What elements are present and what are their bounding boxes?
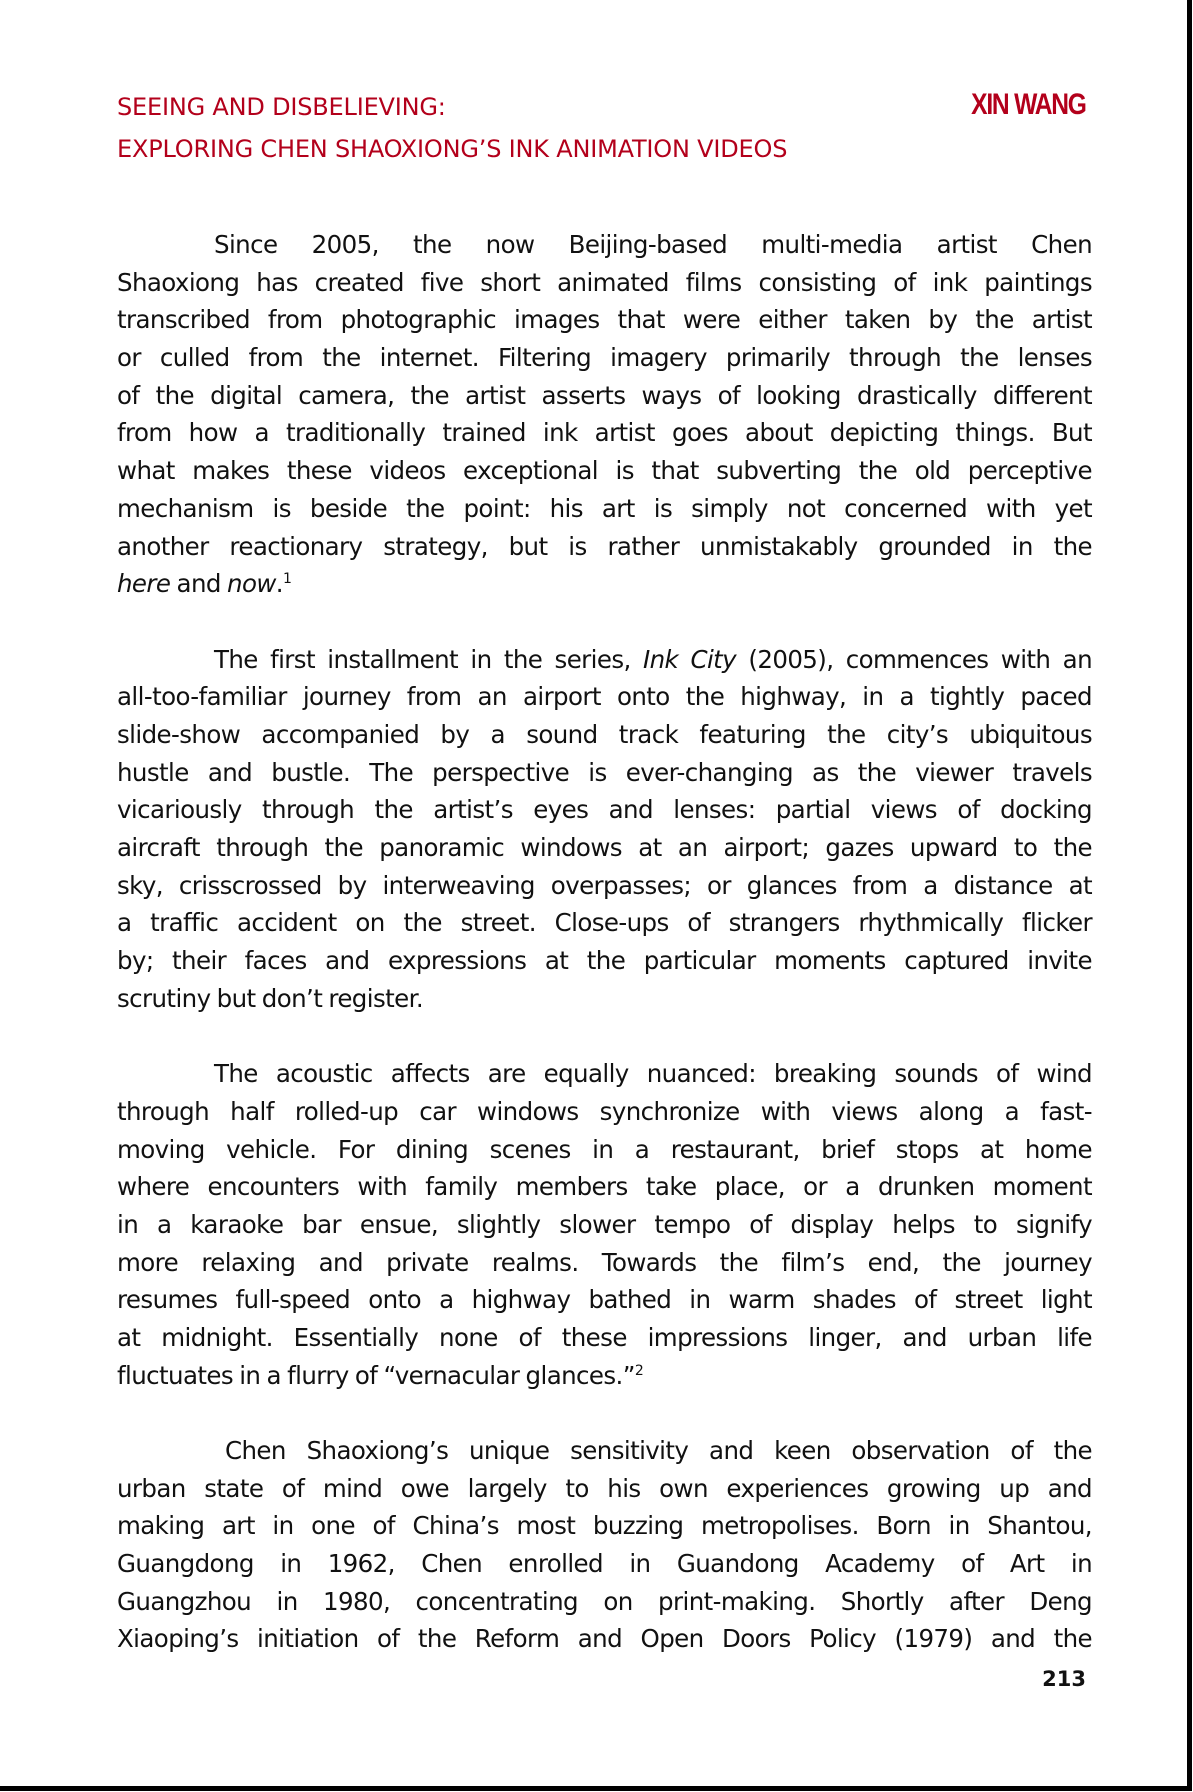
text-line [117, 565, 1092, 603]
text-fragment: and [170, 569, 228, 599]
page-number: 213 [1042, 1667, 1086, 1691]
text-line: mechanism is beside the point: his art is simply not concerned with yet [117, 493, 1092, 523]
text-line: through half rolled-up car windows synchronize with views along a fast- [117, 1096, 1092, 1126]
text-line: sky, crisscrossed by interweaving overpasses; or glances from a distance at [117, 870, 1092, 900]
text-line: moving vehicle. For dining scenes in a restaurant, brief stops at home [117, 1134, 1092, 1164]
text-fragment: (2005), commences with an [736, 644, 1092, 674]
paragraph-3 [117, 1055, 1092, 1394]
text-line: urban state of mind owe largely to his own experiences growing up and [117, 1473, 1092, 1503]
text-line [117, 641, 1092, 679]
text-line: resumes full-speed onto a highway bathed in warm shades of street light [117, 1285, 1092, 1315]
text-line: transcribed from photographic images that were either taken by the artist [117, 305, 1092, 335]
text-line: Since 2005, the now Beijing-based multi-media artist Chen [214, 230, 1092, 259]
footnote-marker-1[interactable]: 1 [283, 571, 292, 588]
text-line: a traffic accident on the street. Close-ups of strangers rhythmically flicker [117, 908, 1092, 938]
text-line: vicariously through the artist’s eyes and lenses: partial views of docking [117, 795, 1092, 825]
text-line: scrutiny but don’t register. [117, 983, 424, 1013]
text-line: what makes these videos exceptional is that subverting the old perceptive [117, 456, 1092, 486]
text-line: Chen Shaoxiong’s unique sensitivity and keen observation of the [225, 1436, 1092, 1465]
article-title-line-1: SEEING AND DISBELIEVING: [117, 93, 446, 121]
article-body [117, 226, 1092, 1696]
text-line [117, 1357, 1092, 1395]
text-line: aircraft through the panoramic windows at an airport; gazes upward to the [117, 833, 1092, 862]
paragraph-4 [117, 1432, 1092, 1658]
text-line: all-too-familiar journey from an airport onto the highway, in a tightly paced [117, 682, 1092, 712]
article-title [117, 86, 787, 170]
emphasis-now: now [227, 569, 276, 599]
text-line: or culled from the internet. Filtering imagery primarily through the lenses [117, 343, 1092, 373]
author-name: XIN WANG [971, 88, 1086, 121]
text-line: at midnight. Essentially none of these impressions linger, and urban life [117, 1322, 1092, 1352]
film-title-ink-city: Ink City [643, 644, 737, 674]
text-line: Shaoxiong has created five short animated films consisting of ink paintings [117, 267, 1092, 297]
text-line: more relaxing and private realms. Towards the film’s end, the journey [117, 1247, 1092, 1277]
paragraph-1 [117, 226, 1092, 603]
paragraph-2 [117, 641, 1092, 1018]
text-line: another reactionary strategy, but is rather unmistakably grounded in the [117, 531, 1092, 561]
text-fragment: . [275, 569, 283, 599]
text-line: Guangzhou in 1980, concentrating on print-making. Shortly after Deng [117, 1586, 1092, 1616]
text-fragment: The first installment in the series, [214, 644, 643, 674]
text-line: from how a traditionally trained ink artist goes about depicting things. But [117, 418, 1092, 448]
emphasis-here: here [117, 569, 171, 599]
text-line: making art in one of China’s most buzzing metropolises. Born in Shantou, [117, 1511, 1092, 1541]
text-line: Xiaoping’s initiation of the Reform and Open Doors Policy (1979) and the [117, 1624, 1092, 1654]
text-fragment: fluctuates in a flurry of “vernacular glances.” [117, 1360, 635, 1390]
text-line: by; their faces and expressions at the particular moments captured invite [117, 946, 1092, 976]
article-subtitle-line-2: EXPLORING CHEN SHAOXIONG’S INK ANIMATION VIDEOS [117, 135, 788, 163]
text-line: hustle and bustle. The perspective is ever-changing as the viewer travels [117, 757, 1092, 787]
text-line: where encounters with family members take place, or a drunken moment [117, 1172, 1092, 1202]
footnote-marker-2[interactable]: 2 [634, 1362, 644, 1379]
text-line: slide-show accompanied by a sound track featuring the city’s ubiquitous [117, 719, 1092, 749]
text-line: Guangdong in 1962, Chen enrolled in Guandong Academy of Art in [117, 1549, 1092, 1579]
text-line: The acoustic affects are equally nuanced: breaking sounds of wind [214, 1059, 1092, 1089]
text-line: of the digital camera, the artist asserts ways of looking drastically different [117, 380, 1092, 410]
text-line: in a karaoke bar ensue, slightly slower tempo of display helps to signify [117, 1209, 1092, 1239]
